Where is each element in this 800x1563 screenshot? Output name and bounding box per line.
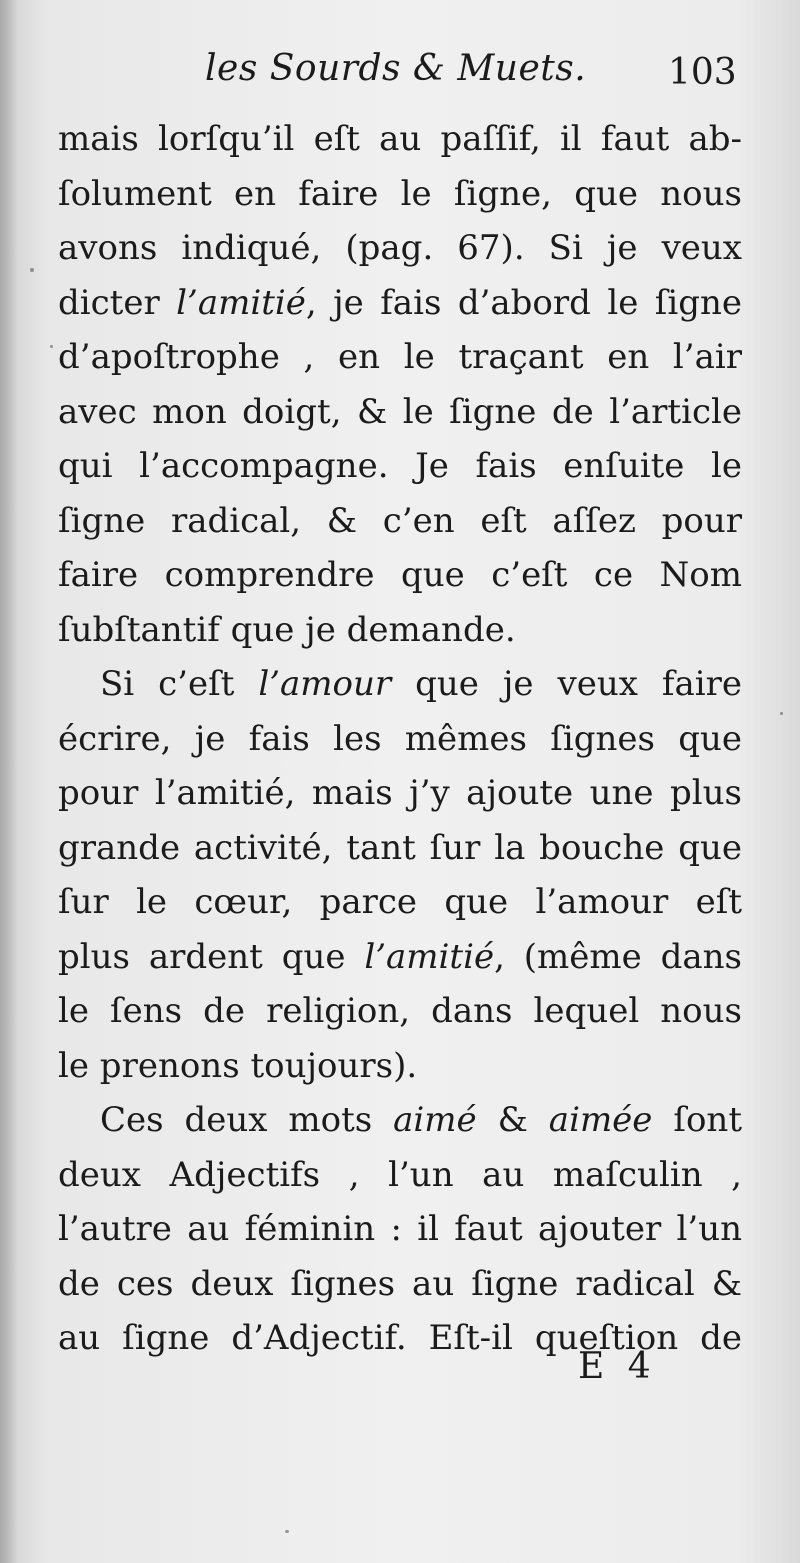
text-segment: , je fais d’abord le ſigne (305, 282, 742, 323)
text-line (58, 276, 742, 331)
text-line: au ſigne d’Adjectif. Eſt-il queſtion de (58, 1318, 742, 1358)
running-title: les Sourds & Muets. (205, 48, 587, 89)
text-segment: Si c’eſt (100, 664, 259, 704)
text-line: qui l’accompagne. Je fais enſuite le (58, 446, 742, 486)
gutter-shadow (0, 0, 18, 1563)
paper-speck (30, 268, 34, 272)
text-line: ſigne radical, & c’en eſt aſſez pour (58, 500, 742, 541)
text-line: l’autre au féminin : il faut ajouter l’un (58, 1209, 742, 1249)
text-line: de ces deux ſignes au ſigne radical & (58, 1263, 742, 1304)
italic-word: l’amour (258, 664, 392, 704)
text-segment: & (476, 1100, 549, 1140)
text-line: pour l’amitié, mais j’y ajoute une plus (58, 773, 742, 813)
text-line: ſubſtantif que je demande. (58, 609, 516, 650)
text-segment: Ces deux mots (100, 1100, 394, 1140)
text-line: écrire, je fais les mêmes ſignes que (58, 718, 742, 759)
paper-speck (50, 345, 53, 348)
page-number: 103 (668, 52, 737, 93)
italic-word: l’amitié (176, 282, 306, 323)
text-line: avons indiqué, (pag. 67). Si je veux (58, 228, 742, 268)
text-line: le ſens de religion, dans lequel nous (58, 991, 742, 1031)
text-line: ſur le cœur, parce que l’amour eſt (58, 882, 742, 922)
text-segment: ſont (652, 1100, 742, 1140)
paper-speck (780, 712, 783, 715)
text-line: d’apoſtrophe , en le traçant en l’air (58, 337, 742, 377)
text-segment: dicter (58, 282, 177, 323)
text-line (58, 657, 742, 712)
text-line (58, 1093, 742, 1148)
text-line: avec mon doigt, & le ſigne de l’article (58, 391, 742, 432)
italic-word: aimé (393, 1100, 477, 1140)
italic-word: aimée (548, 1100, 653, 1140)
text-line: grande activité, tant ſur la bouche que (58, 827, 742, 868)
text-segment: plus ardent que (58, 936, 365, 977)
text-line: ſolument en faire le ſigne, que nous (58, 173, 742, 214)
paper-speck (285, 1530, 289, 1533)
body-text (58, 112, 742, 1366)
text-line: le prenons toujours). (58, 1045, 418, 1086)
text-line: mais lorſqu’il eſt au paſſif, il faut ab- (58, 119, 742, 159)
text-segment: que je veux faire (391, 664, 743, 704)
text-line: faire comprendre que c’eſt ce Nom (58, 555, 742, 595)
text-line: deux Adjectifs , l’un au maſculin , (58, 1154, 742, 1195)
text-segment: , (même dans (494, 936, 742, 977)
signature-mark: E 4 (578, 1346, 657, 1387)
italic-word: l’amitié (364, 936, 495, 977)
text-line (58, 930, 742, 985)
